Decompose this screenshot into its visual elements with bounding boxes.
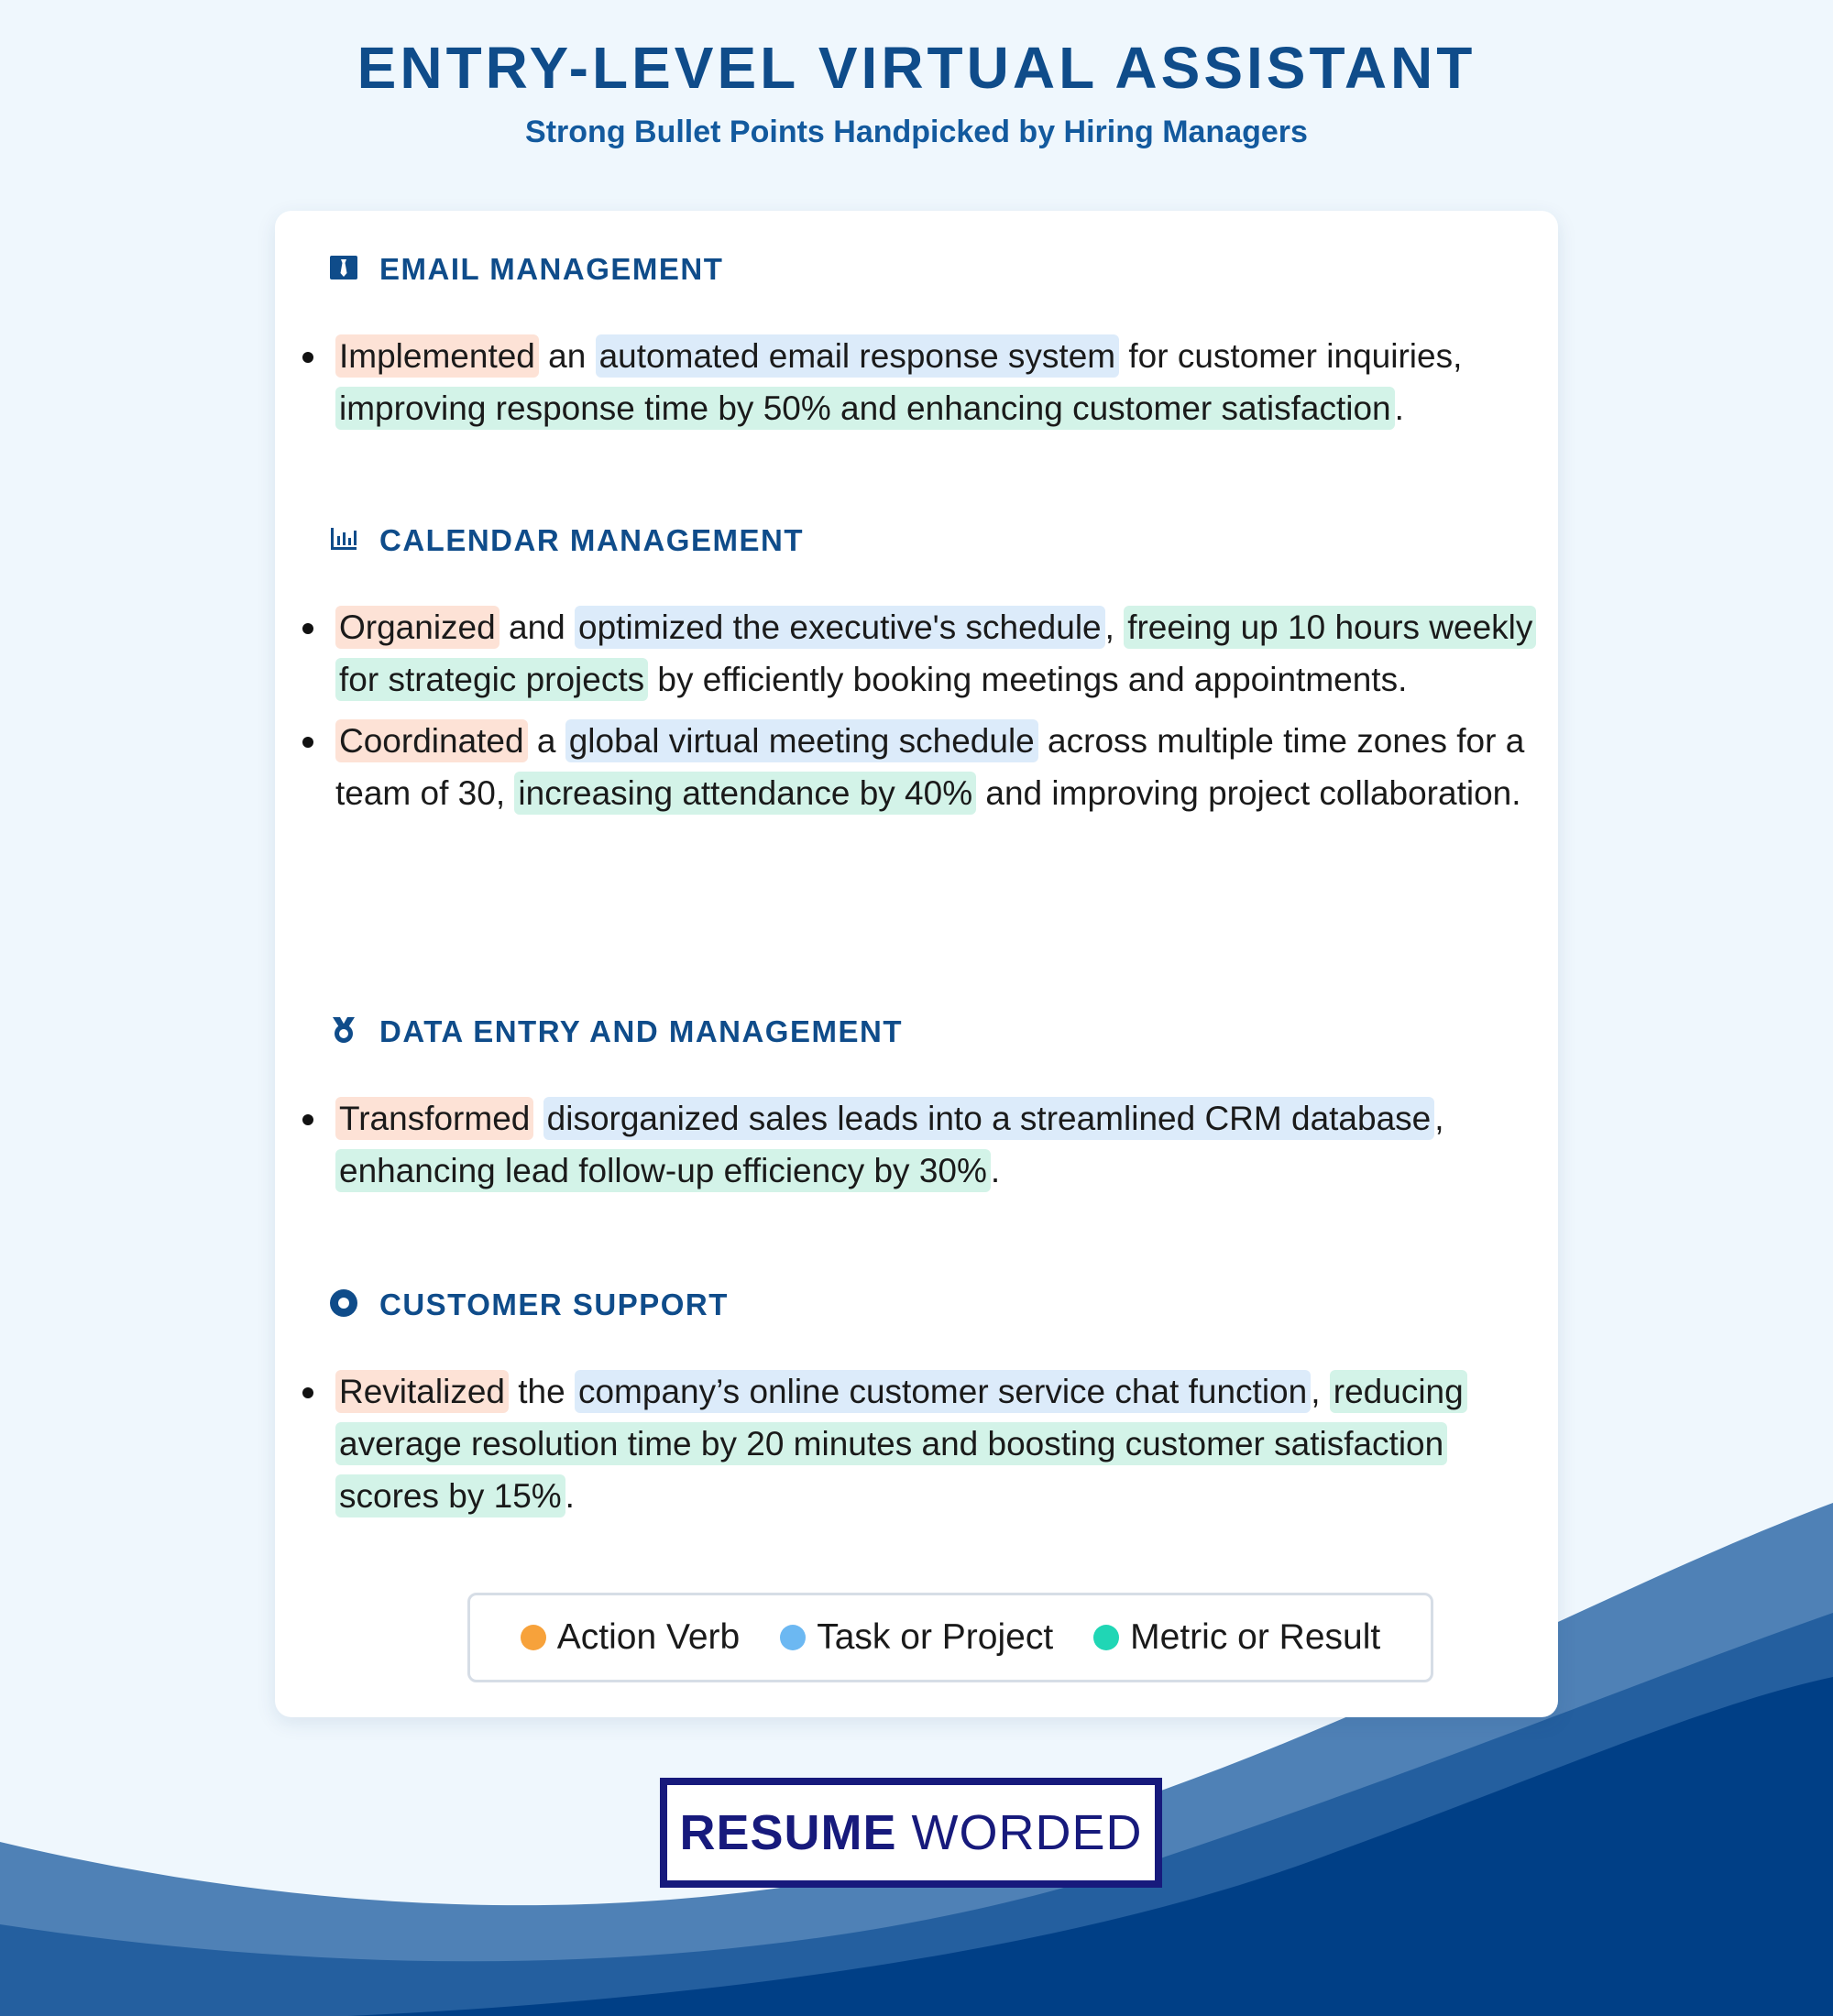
bullet-text: ,: [1104, 608, 1125, 646]
bullet-text: .: [565, 1477, 575, 1515]
action-verb-highlight: Revitalized: [335, 1370, 509, 1413]
section-title: EMAIL MANAGEMENT: [379, 252, 724, 286]
task-highlight: automated email response system: [596, 334, 1120, 378]
bullet-text: an: [538, 337, 596, 375]
bullet-text: ,: [1311, 1373, 1330, 1410]
section-title: DATA ENTRY AND MANAGEMENT: [379, 1014, 903, 1048]
bullet-item: [275, 1092, 1536, 1197]
bullet-list: [275, 1365, 1536, 1531]
bullet-dot: [302, 352, 313, 363]
section-customer-support: [275, 1283, 1558, 1515]
bullet-text: and: [499, 608, 576, 646]
bullet-text: a: [527, 722, 565, 760]
bullet-text: by efficiently booking meetings and appointments.: [648, 661, 1408, 698]
legend-label: Metric or Result: [1130, 1617, 1381, 1657]
page-title: ENTRY-LEVEL VIRTUAL ASSISTANT: [357, 35, 1476, 101]
section-email-management: [275, 247, 1558, 427]
legend-dot: [1093, 1625, 1119, 1650]
circle-dot-icon: [328, 1287, 359, 1319]
bullet-dot: [302, 623, 313, 634]
task-highlight: disorganized sales leads into a streamlined CRM database: [543, 1097, 1435, 1140]
page-header: [0, 0, 1833, 152]
page-subtitle: Strong Bullet Points Handpicked by Hiring Managers: [525, 115, 1308, 149]
bullet-text: .: [1394, 389, 1404, 427]
bullet-text: and improving project collaboration.: [976, 774, 1521, 812]
legend-dot: [780, 1625, 806, 1650]
legend-dot: [521, 1625, 546, 1650]
legend-label: Task or Project: [817, 1617, 1054, 1657]
bullet-text: .: [990, 1152, 1001, 1189]
bullet-list: [275, 1092, 1536, 1206]
bullet-item: [275, 601, 1536, 706]
action-verb-highlight: Organized: [335, 606, 499, 649]
section-header: [275, 247, 1558, 293]
action-verb-highlight: Transformed: [335, 1097, 533, 1140]
bullet-dot: [302, 1387, 313, 1398]
legend-item-metric: [1093, 1617, 1380, 1658]
bullet-text: for customer inquiries,: [1119, 337, 1463, 375]
bullet-text: [533, 1100, 543, 1137]
task-highlight: company’s online customer service chat function: [575, 1370, 1311, 1413]
bullet-list: [275, 601, 1536, 828]
legend: [467, 1593, 1433, 1682]
section-data-entry: [275, 1010, 1558, 1189]
section-title: CUSTOMER SUPPORT: [379, 1287, 729, 1321]
resume-worded-logo[interactable]: [660, 1778, 1162, 1888]
bullet-text: the: [508, 1373, 575, 1410]
metric-highlight: freeing up 10 hours weekly for strategic projects: [335, 606, 1536, 701]
bullet-item: [275, 1365, 1536, 1522]
metric-highlight: enhancing lead follow-up efficiency by 30%: [335, 1149, 991, 1192]
bullet-item: [275, 715, 1536, 819]
metric-highlight: increasing attendance by 40%: [514, 772, 976, 815]
tie-icon: [328, 252, 359, 283]
bullet-card: [275, 211, 1558, 1717]
section-title: CALENDAR MANAGEMENT: [379, 523, 804, 557]
task-highlight: global virtual meeting schedule: [565, 719, 1038, 762]
section-calendar-management: [275, 519, 1558, 812]
section-header: [275, 1010, 1558, 1056]
metric-highlight: reducing average resolution time by 20 minutes and boosting customer satisfaction scores by 15%: [335, 1370, 1467, 1517]
legend-item-action-verb: [521, 1617, 740, 1658]
legend-item-task: [780, 1617, 1053, 1658]
medal-icon: [328, 1014, 359, 1046]
bullet-dot: [302, 1114, 313, 1125]
bullet-item: [275, 330, 1536, 434]
section-header: [275, 1283, 1558, 1329]
bullet-list: [275, 330, 1536, 444]
logo-light-text: WORDED: [911, 1805, 1143, 1860]
bullet-dot: [302, 737, 313, 748]
bullet-text: across multiple time zones for a team of 30,: [335, 722, 1525, 812]
legend-label: Action Verb: [556, 1617, 741, 1657]
section-header: [275, 519, 1558, 564]
bullet-text: ,: [1434, 1100, 1444, 1137]
logo-bold-text: RESUME: [679, 1805, 897, 1860]
bar-chart-icon: [328, 523, 359, 554]
action-verb-highlight: Implemented: [335, 334, 539, 378]
metric-highlight: improving response time by 50% and enhancing customer satisfaction: [335, 387, 1395, 430]
task-highlight: optimized the executive's schedule: [575, 606, 1105, 649]
action-verb-highlight: Coordinated: [335, 719, 528, 762]
